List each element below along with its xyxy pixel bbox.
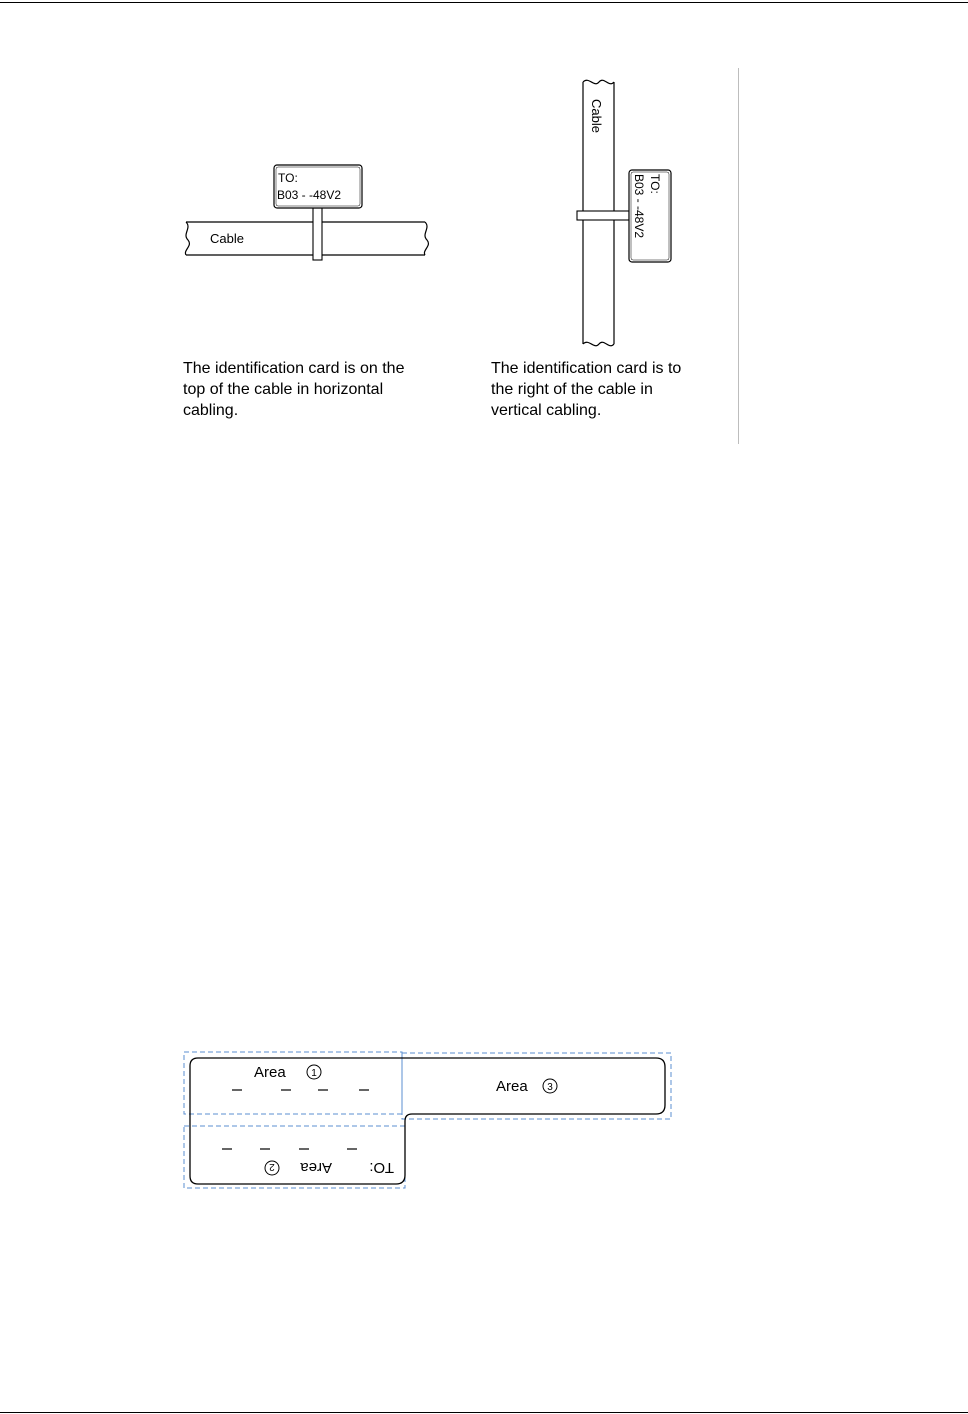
horizontal-caption-line: top of the cable in horizontal [183,381,384,398]
area1-label: Area [254,1064,286,1081]
vertical-caption [491,358,731,421]
area1-boundary [184,1052,402,1114]
area2-boundary [184,1126,405,1188]
area3-boundary [402,1053,671,1119]
horizontal-cable-label: Cable [210,231,244,246]
vertical-caption-line: vertical cabling. [491,402,602,419]
horizontal-cable-tie [313,208,322,260]
area2-content [265,1159,394,1176]
area2-to-label: TO: [369,1159,394,1176]
horizontal-cabling-figure [185,165,428,260]
area2-number: 2 [269,1161,275,1172]
horizontal-id-card-line1: TO: [278,171,298,185]
vertical-caption-line: The identification card is to [491,360,682,377]
area1-number: 1 [311,1068,317,1079]
label-layout-figure [184,1052,671,1188]
area2-label: Area [300,1159,332,1176]
area3-number: 3 [547,1082,553,1093]
horizontal-cable-right-break [424,222,428,255]
vertical-caption-line: the right of the cable in [491,381,653,398]
vertical-cable-top-break [583,80,614,83]
area3-label: Area [496,1078,528,1095]
vertical-id-card-line2: B03 - -48V2 [632,174,646,239]
vertical-cable-tie [577,211,629,220]
horizontal-cable-left-break [185,222,189,255]
horizontal-caption [183,358,473,421]
vertical-cabling-figure [577,80,671,345]
vertical-cable-bottom-break [583,342,614,345]
horizontal-id-card-line2: B03 - -48V2 [277,188,342,202]
horizontal-caption-line: cabling. [183,402,239,419]
vertical-id-card-line1: TO: [648,174,662,194]
horizontal-caption-line: The identification card is on the [183,360,405,377]
vertical-cable-label: Cable [589,99,604,133]
